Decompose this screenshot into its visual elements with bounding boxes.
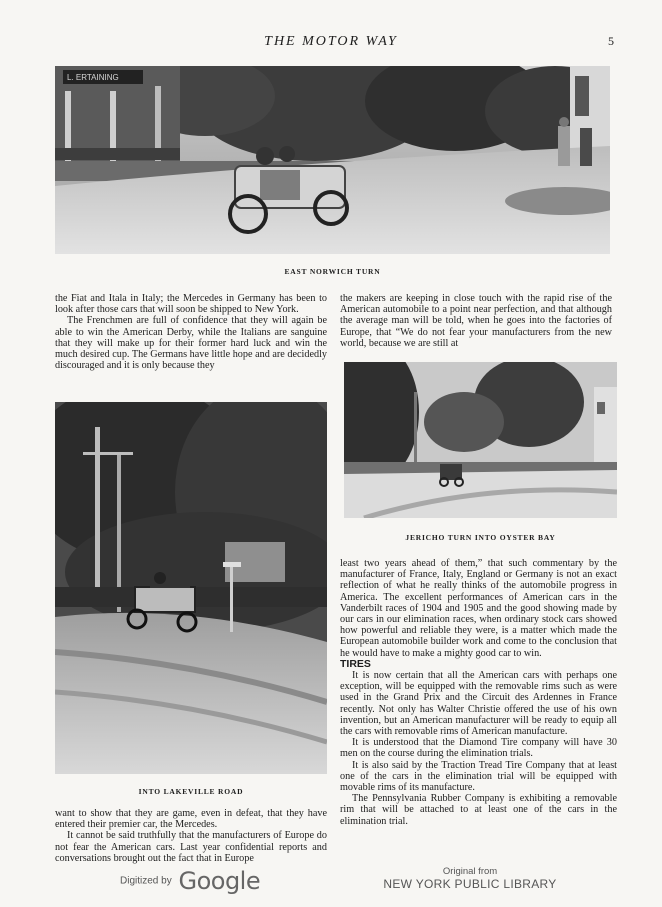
text-column-left-top (55, 293, 327, 371)
photo-east-norwich-turn (55, 66, 610, 254)
paragraph: The Frenchmen are full of confidence that they will again be able to win the American Derby, while the Italians are sanguine that they will make up for their former hard luck and win the much desired cup. The Germans have little hope and are decidedly discouraged and it is only because they (55, 315, 327, 372)
paragraph: It cannot be said truthfully that the manufacturers of Europe do not fear the American cars. Last year confidential reports and conversations brought out the fact that in Europe (55, 830, 327, 864)
paragraph: It is now certain that all the American cars with perhaps one exception, will be equipped with the removable rims such as were used in the Grand Prix and the Circuit des Ardennes in France recently. Not only has Walter Christie offered the use of his own invention, but an American manufacturer will be ready to equip all the cars with removable rims of American manufacture. (340, 670, 617, 738)
paragraph: the Fiat and Itala in Italy; the Mercedes in Germany has been to look after those cars that will soon be shipped to New York. (55, 293, 327, 316)
photo-sign-text: L. ERTAINING (67, 73, 119, 82)
text-column-right-bottom (340, 558, 617, 827)
photo-caption-top: EAST NORWICH TURN (284, 267, 381, 276)
paragraph: least two years ahead of them,” that such commentary by the manufacturer of France, Italy, England or Germany is not an exact reflection of what he really thinks of the automobile progress in America. The excellent performances of American cars in the Vanderbilt races of 1904 and 1905 and the good showing made by our cars in our elimination races, when ordinary stock cars showed how powerful and reliable they were, is a matter which made the European automobile builder work and come to the conclusion that he would have to make a mighty good car to win. (340, 558, 617, 659)
running-header-title: THE MOTOR WAY (264, 34, 398, 49)
photo-caption-right: JERICHO TURN INTO OYSTER BAY (405, 533, 556, 542)
paragraph: the makers are keeping in close touch with the rapid rise of the American automobile to a point near perfection, and that although the average man will be told, when he goes into the factories of Europe, that “We do not fear your manufacturers from the new world, because we are still at (340, 293, 612, 349)
paragraph: want to show that they are game, even in defeat, that they have entered their premier car, the Mercedes. (55, 808, 327, 831)
original-from-label: Original from (442, 866, 498, 877)
paragraph: It is also said by the Traction Tread Tire Company that at least one of the cars in the elimination trial will be equipped with movable rims of its manufacture. (340, 759, 617, 794)
photo-jericho-turn-into-oyster-bay (344, 362, 617, 518)
paragraph: The Pennsylvania Rubber Company is exhibiting a removable rim that will be attached to at least one of the cars in the elimination trial. (340, 793, 617, 827)
digitized-label: Digitized by (120, 875, 172, 887)
original-from-watermark (380, 866, 560, 891)
google-logo: Google (178, 867, 261, 895)
page-number: 5 (608, 34, 614, 48)
photo-caption-left: INTO LAKEVILLE ROAD (138, 787, 244, 796)
section-heading-tires: TIRES (340, 657, 371, 670)
digitized-by-watermark (120, 867, 260, 895)
text-column-right-top (340, 293, 612, 349)
library-name: NEW YORK PUBLIC LIBRARY (383, 877, 557, 891)
text-column-left-bottom (55, 808, 327, 864)
paragraph: It is understood that the Diamond Tire company will have 30 men on the course during the elimination trials. (340, 737, 617, 760)
photo-into-lakeville-road (55, 402, 327, 774)
